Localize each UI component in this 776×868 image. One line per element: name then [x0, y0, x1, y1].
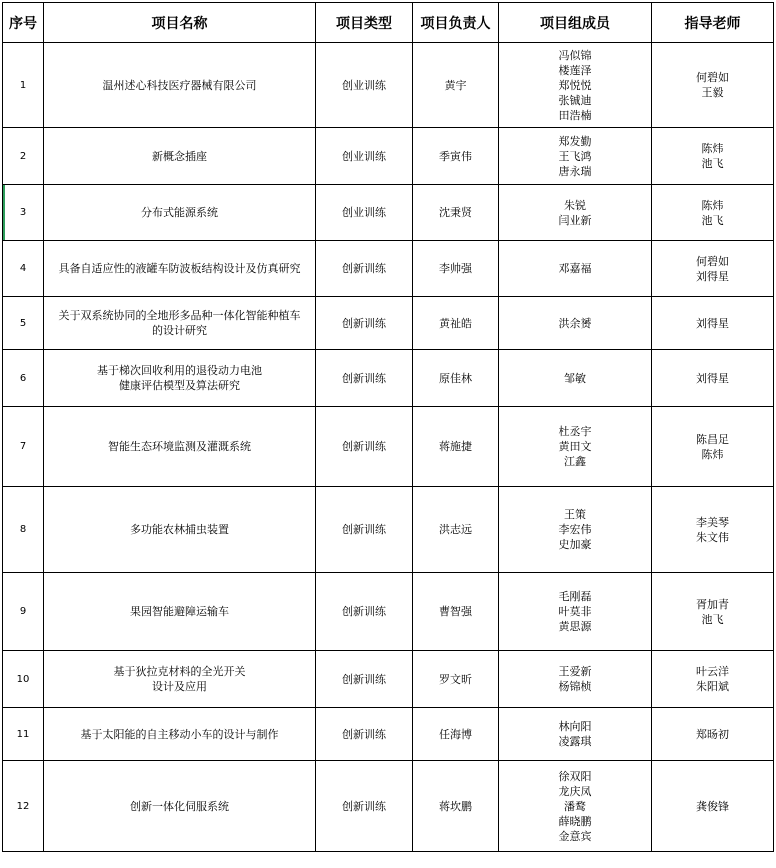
- cell-project-name[interactable]: [44, 350, 316, 407]
- cell-project-name[interactable]: [44, 651, 316, 708]
- cell-advisor-line: 刘得星: [696, 316, 729, 330]
- header-project-type[interactable]: 项目类型: [316, 3, 413, 43]
- cell-project-type[interactable]: 创业训练: [316, 128, 413, 185]
- cell-project-type[interactable]: 创新训练: [316, 241, 413, 297]
- cell-advisor-line: 陈炜: [701, 142, 724, 155]
- cell-project-name-line: 健康评估模型及算法研究: [119, 379, 240, 392]
- cell-advisor-line: 郑旸初: [696, 727, 729, 741]
- cell-project-leader[interactable]: 黄祉皓: [413, 297, 499, 350]
- table-row: [3, 43, 774, 128]
- cell-project-name-line: 分布式能源系统: [141, 206, 218, 219]
- cell-advisor-line: 朱文伟: [696, 530, 729, 544]
- cell-team-members-line: 王飞鸿: [558, 149, 592, 163]
- cell-team-members-line: 龙庆凤: [558, 784, 592, 798]
- header-team-members[interactable]: 项目组成员: [499, 3, 652, 43]
- cell-team-members[interactable]: [499, 43, 652, 128]
- cell-team-members[interactable]: [499, 708, 652, 761]
- cell-project-name-line: 多功能农林捕虫装置: [130, 523, 229, 536]
- cell-no[interactable]: 7: [3, 407, 44, 487]
- cell-team-members-line: 史加豪: [558, 538, 592, 551]
- cell-team-members-line: 郑发勤: [558, 134, 592, 148]
- cell-advisor-line: 朱阳斌: [696, 680, 729, 693]
- cell-advisor-line: 刘得星: [696, 269, 729, 283]
- cell-project-leader[interactable]: 蒋坎鹏: [413, 761, 499, 852]
- cell-project-leader[interactable]: 曹智强: [413, 573, 499, 651]
- cell-project-type[interactable]: 创新训练: [316, 651, 413, 708]
- cell-project-type[interactable]: 创新训练: [316, 708, 413, 761]
- cell-project-name-line: 果园智能避障运输车: [130, 605, 229, 618]
- cell-no[interactable]: 6: [3, 350, 44, 407]
- cell-project-name[interactable]: [44, 407, 316, 487]
- cell-team-members-line: 张铖迪: [558, 93, 592, 107]
- cell-project-name-line: 的设计研究: [152, 324, 207, 337]
- cell-team-members[interactable]: [499, 651, 652, 708]
- cell-advisor[interactable]: [652, 708, 774, 761]
- cell-team-members-line: 邹敏: [564, 371, 586, 385]
- cell-team-members-line: 江鑫: [564, 455, 586, 468]
- cell-advisor[interactable]: [652, 350, 774, 407]
- cell-team-members[interactable]: [499, 241, 652, 297]
- cell-advisor[interactable]: [652, 43, 774, 128]
- cell-no[interactable]: 10: [3, 651, 44, 708]
- cell-team-members-line: 王爱新: [558, 665, 592, 678]
- cell-no[interactable]: 4: [3, 241, 44, 297]
- cell-project-name[interactable]: [44, 761, 316, 852]
- cell-team-members-line: 李宏伟: [558, 523, 592, 536]
- header-advisor[interactable]: 指导老师: [652, 3, 774, 43]
- cell-project-type[interactable]: 创业训练: [316, 185, 413, 241]
- cell-project-name[interactable]: [44, 43, 316, 128]
- cell-project-type[interactable]: 创新训练: [316, 350, 413, 407]
- table-body: [3, 43, 774, 852]
- cell-project-leader[interactable]: 沈秉贤: [413, 185, 499, 241]
- table-row: [3, 350, 774, 407]
- cell-advisor-line: 叶云洋: [696, 665, 729, 678]
- cell-project-leader[interactable]: 季寅伟: [413, 128, 499, 185]
- cell-project-name-line: 温州述心科技医疗器械有限公司: [102, 78, 257, 92]
- cell-project-type[interactable]: 创新训练: [316, 761, 413, 852]
- cell-project-name-line: 智能生态环境监测及灌溉系统: [108, 440, 251, 453]
- cell-advisor-line: 龚俊锋: [696, 799, 729, 813]
- cell-team-members[interactable]: [499, 573, 652, 651]
- cell-team-members[interactable]: [499, 185, 652, 241]
- header-no[interactable]: 序号: [3, 3, 44, 43]
- cell-project-name-line: 基于梯次回收利用的退役动力电池: [97, 364, 262, 377]
- table-row: [3, 185, 774, 241]
- cell-advisor[interactable]: [652, 185, 774, 241]
- cell-team-members-line: 楼莲泽: [558, 63, 592, 77]
- cell-team-members-line: 薛晓鹏: [558, 814, 592, 828]
- cell-advisor-line: 池飞: [701, 612, 724, 626]
- cell-project-leader[interactable]: 罗文昕: [413, 651, 499, 708]
- cell-team-members-line: 金意宾: [558, 829, 592, 843]
- cell-team-members-line: 王策: [564, 508, 586, 521]
- cell-project-leader[interactable]: 洪志远: [413, 487, 499, 573]
- cell-project-name-line: 具备自适应性的液罐车防波板结构设计及仿真研究: [58, 262, 301, 275]
- cell-team-members-line: 朱锐: [564, 198, 586, 212]
- cell-no[interactable]: 9: [3, 573, 44, 651]
- cell-team-members-line: 黄田文: [558, 440, 592, 453]
- cell-project-name-line: 基于狄拉克材料的全光开关: [113, 665, 246, 678]
- cell-project-type[interactable]: 创新训练: [316, 573, 413, 651]
- cell-project-type[interactable]: 创业训练: [316, 43, 413, 128]
- cell-team-members-line: 潘鹜: [564, 799, 586, 813]
- cell-team-members-line: 唐永瑞: [558, 164, 592, 178]
- cell-team-members[interactable]: [499, 487, 652, 573]
- cell-team-members-line: 毛刚磊: [558, 590, 592, 603]
- cell-advisor[interactable]: [652, 761, 774, 852]
- cell-project-name[interactable]: [44, 487, 316, 573]
- table-row: [3, 761, 774, 852]
- cell-project-leader[interactable]: 原佳林: [413, 350, 499, 407]
- cell-advisor-line: 陈炜: [701, 198, 724, 212]
- cell-advisor[interactable]: [652, 128, 774, 185]
- cell-project-type[interactable]: 创新训练: [316, 297, 413, 350]
- cell-project-leader[interactable]: 任海博: [413, 708, 499, 761]
- cell-advisor-line: 池飞: [701, 213, 724, 227]
- cell-advisor-line: 李美琴: [696, 515, 729, 529]
- header-row: [3, 3, 774, 43]
- table-row: [3, 651, 774, 708]
- cell-team-members-line: 杨锦桢: [558, 680, 592, 693]
- cell-no[interactable]: 11: [3, 708, 44, 761]
- table-row: [3, 407, 774, 487]
- cell-advisor-line: 王毅: [701, 86, 724, 99]
- cell-advisor[interactable]: [652, 241, 774, 297]
- cell-project-name-line: 关于双系统协同的全地形多品种一体化智能种植车: [58, 309, 301, 322]
- cell-advisor[interactable]: [652, 573, 774, 651]
- cell-no[interactable]: 3: [3, 185, 44, 241]
- cell-no[interactable]: 1: [3, 43, 44, 128]
- cell-project-name[interactable]: [44, 185, 316, 241]
- project-table: [2, 2, 774, 852]
- cell-advisor-line: 何碧如: [696, 254, 729, 268]
- cell-advisor[interactable]: [652, 407, 774, 487]
- cell-no[interactable]: 2: [3, 128, 44, 185]
- cell-team-members-line: 郑悦悦: [558, 78, 592, 92]
- cell-project-name-line: 创新一体化伺服系统: [130, 799, 229, 813]
- cell-team-members-line: 林向阳: [558, 720, 592, 733]
- cell-team-members-line: 杜丞宇: [558, 425, 592, 438]
- cell-project-type[interactable]: 创新训练: [316, 407, 413, 487]
- cell-advisor-line: 池飞: [701, 157, 724, 170]
- cell-project-name[interactable]: [44, 573, 316, 651]
- cell-advisor-line: 刘得星: [696, 371, 729, 385]
- cell-project-type[interactable]: 创新训练: [316, 487, 413, 573]
- table-row: [3, 487, 774, 573]
- cell-advisor[interactable]: [652, 487, 774, 573]
- cell-advisor[interactable]: [652, 651, 774, 708]
- cell-advisor-line: 何碧如: [696, 71, 729, 84]
- cell-team-members-line: 徐双阳: [558, 769, 592, 783]
- cell-team-members-line: 叶莫非: [558, 605, 592, 618]
- cell-team-members[interactable]: [499, 297, 652, 350]
- cell-advisor-line: 陈炜: [701, 447, 724, 461]
- cell-team-members[interactable]: [499, 128, 652, 185]
- cell-team-members-line: 闫业新: [558, 213, 592, 227]
- cell-team-members-line: 邓嘉福: [558, 262, 592, 275]
- cell-project-name[interactable]: [44, 241, 316, 297]
- cell-team-members[interactable]: [499, 350, 652, 407]
- cell-team-members-line: 凌露琪: [558, 735, 592, 748]
- cell-team-members-line: 田浩楠: [558, 108, 592, 122]
- cell-project-name[interactable]: [44, 297, 316, 350]
- cell-team-members-line: 冯似锦: [558, 48, 592, 62]
- header-project-leader[interactable]: 项目负责人: [413, 3, 499, 43]
- cell-advisor[interactable]: [652, 297, 774, 350]
- cell-team-members-line: 黄思源: [558, 620, 592, 633]
- cell-project-leader[interactable]: 蒋施捷: [413, 407, 499, 487]
- cell-no[interactable]: 12: [3, 761, 44, 852]
- cell-advisor-line: 陈昌足: [696, 432, 729, 446]
- cell-project-leader[interactable]: 黄宇: [413, 43, 499, 128]
- cell-project-leader[interactable]: 李帅强: [413, 241, 499, 297]
- cell-advisor-line: 胥加青: [696, 597, 729, 611]
- table-row: [3, 297, 774, 350]
- table-row: [3, 573, 774, 651]
- cell-project-name[interactable]: [44, 128, 316, 185]
- table-row: [3, 708, 774, 761]
- cell-project-name-line: 基于太阳能的自主移动小车的设计与制作: [80, 727, 279, 741]
- cell-team-members[interactable]: [499, 407, 652, 487]
- table-row: [3, 241, 774, 297]
- header-project-name[interactable]: 项目名称: [44, 3, 316, 43]
- cell-team-members-line: 洪余赟: [558, 316, 592, 330]
- cell-no[interactable]: 5: [3, 297, 44, 350]
- cell-project-name[interactable]: [44, 708, 316, 761]
- table-row: [3, 128, 774, 185]
- cell-no[interactable]: 8: [3, 487, 44, 573]
- cell-project-name-line: 新概念插座: [152, 149, 207, 163]
- cell-team-members[interactable]: [499, 761, 652, 852]
- cell-project-name-line: 设计及应用: [152, 680, 207, 693]
